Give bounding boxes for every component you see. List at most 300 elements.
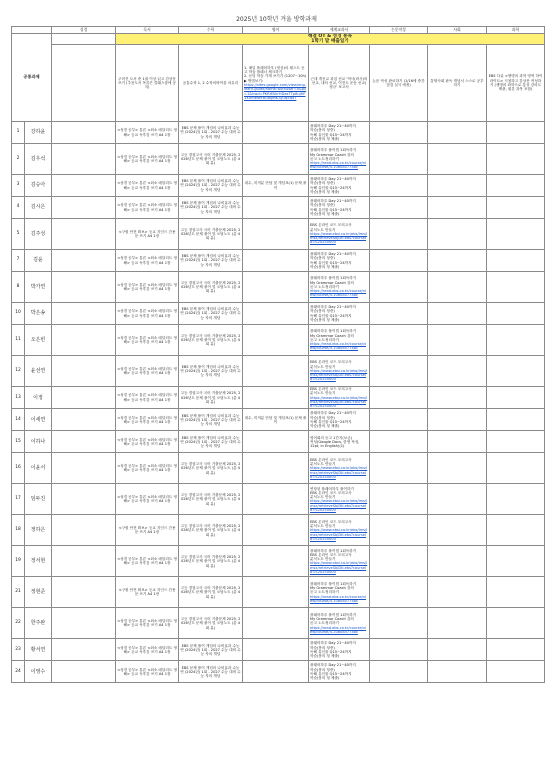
homework-line: 플래어하우 풀이법 1회독하기 xyxy=(310,581,357,586)
reading-cell: <성경 공부> 통론 <최소 메달리트 영해> 등교 독후감 쓰기 A4 1장 xyxy=(116,303,179,325)
homework-line: 독해 유인물 Q15~24까지 xyxy=(310,132,352,137)
homework-line: 학습(봄의 청 제출) xyxy=(310,264,340,269)
social-cell xyxy=(428,303,487,325)
social-cell xyxy=(428,431,487,453)
homework-cell xyxy=(309,453,370,484)
student-name: 김우석 xyxy=(25,144,52,175)
homework-link[interactable]: https://www.ebsi.co.kr/ebs/lms/lmsx/retrieveSbjDtl.ebs?courseId=S20250000 xyxy=(310,499,368,513)
social-cell xyxy=(428,272,487,303)
social-cell xyxy=(428,250,487,272)
row-number: 15 xyxy=(12,431,25,453)
reading-cell: <성경 공부> 통론 <최소 메달리트 영해> 등교 독후감 쓰기 A4 1장 xyxy=(116,356,179,387)
student-name: 윤선연 xyxy=(25,356,52,387)
math-cell: 고등 경험고사 국어 기출문제 2025, 2026년도 문제 풀이 및 오답노트 (총 4회 분) xyxy=(179,272,243,303)
english-cell xyxy=(243,219,309,250)
math-cell: EBS 문제 풀이 개념의 나비효과 수능 연 (2024년) 1회 - 2027 수능 대비 수능 자의 개념 xyxy=(179,639,243,661)
math-cell: EBS 문제 풀이 개념의 나비효과 수능 연 (2024년) 1회 - 2027 수능 대비 수능 자의 개념 xyxy=(179,661,243,683)
homework-cell xyxy=(309,387,370,409)
table-row xyxy=(12,639,545,661)
reading-cell: <성경 공부> 통론 <최소 메달리트 영해> 등교 독후감 쓰기 A4 1장 xyxy=(116,409,179,431)
paper-cell xyxy=(370,175,428,197)
bible-cell xyxy=(52,639,116,661)
science-cell xyxy=(487,387,545,409)
homework-line: 학습(봄의 청중) xyxy=(310,645,335,650)
bible-cell xyxy=(52,515,116,546)
common-task-label: 공통과제 xyxy=(12,34,52,122)
intro-science: EBS 다큐 <생명의 과학 영역 하이라이트> 시청하고 감상문 작성하기 (생명의 화학으로 통상 강의도 제출, 원본 과목 포함) xyxy=(487,45,545,122)
assignment-table xyxy=(11,26,545,683)
science-cell xyxy=(487,325,545,356)
homework-line: 학습(봄의 청 제출) xyxy=(310,211,340,216)
homework-line: 플래어하우 Day 21~40까지 xyxy=(310,663,356,668)
english-cell xyxy=(243,608,309,639)
math-cell: 고등 경험고사 국어 기출문제 2025, 2026년도 문제 풀이 및 오답노트 (총 4회 분) xyxy=(179,515,243,546)
student-name: 박가연 xyxy=(25,272,52,303)
student-name: 이영수 xyxy=(25,661,52,683)
math-cell: EBS 문제 풀이 개념의 나비효과 수능 연 (2024년) 1회 - 2027 수능 대비 수능 자의 개념 xyxy=(179,250,243,272)
bible-cell xyxy=(52,608,116,639)
social-cell xyxy=(428,546,487,577)
homework-line: 듣고 노트정리하기 xyxy=(310,337,339,342)
science-cell xyxy=(487,546,545,577)
english-cell xyxy=(243,661,309,683)
social-cell xyxy=(428,577,487,608)
paper-cell xyxy=(370,122,428,144)
homework-line: 분석노트 만들기 xyxy=(310,227,336,232)
homework-cell xyxy=(309,303,370,325)
bible-cell xyxy=(52,219,116,250)
homework-line: 플래어하우 풀이법 1회독하기 xyxy=(310,329,357,334)
english-cell xyxy=(243,431,309,453)
reading-cell: <성경 공부> 통론 <최소 메달리트 영해> 등교 독후감 쓰기 A4 1장 xyxy=(116,453,179,484)
table-row xyxy=(12,387,545,409)
homework-line: 학습(봄의 청 제출) xyxy=(310,136,340,141)
table-row xyxy=(12,484,545,515)
bible-cell xyxy=(52,122,116,144)
homework-line: 학습(봄의 청 제출) xyxy=(310,317,340,322)
document-title: 2025년 10학년 겨울 방학과제 xyxy=(236,16,317,23)
math-cell: 고등 경험고사 국어 기출문제 2025, 2026년도 문제 풀이 및 오답노트 (총 4회 분) xyxy=(179,577,243,608)
english-cell: 대수, 미적분 단답 및 개념표(1) 문제 풀이 xyxy=(243,409,309,431)
homework-line: 독해 유인물 Q15~24까지 xyxy=(310,419,352,424)
homework-cell xyxy=(309,546,370,577)
reading-cell: <성경 공부> 통론 <최소 메달리트 영해> 등교 독후감 쓰기 A4 1장 xyxy=(116,175,179,197)
intro-paper: 논문 작성 완료하기 (1/16에 중간 점검 실시 예정) xyxy=(370,45,428,122)
homework-line: EBS 온라인 코드 모의고사 xyxy=(310,360,352,365)
homework-cell xyxy=(309,608,370,639)
student-name: 김윤 xyxy=(25,250,52,272)
homework-line: 학습(봄의 청중) xyxy=(310,309,335,314)
social-cell xyxy=(428,144,487,175)
homework-line: 독해 유인물 Q15~24까지 xyxy=(310,313,352,318)
homework-line: 플래어하우 Day 21~40까지 xyxy=(310,176,356,181)
homework-line: My Grammar Coach 강의 xyxy=(310,586,354,591)
homework-line: EBS 온라인 코드 모의고사 xyxy=(310,223,352,228)
science-cell xyxy=(487,175,545,197)
science-cell xyxy=(487,639,545,661)
homework-line: 학습(봄의 청중) xyxy=(310,203,335,208)
reading-cell: <성경 공부> 통론 <최소 메달리트 영해> 등교 독후감 쓰기 A4 1장 xyxy=(116,325,179,356)
homework-line: 학습(봄의 청 제출) xyxy=(310,676,340,681)
social-cell xyxy=(428,387,487,409)
table-row xyxy=(12,661,545,683)
homework-line: 영어회의 듣고 1간지(보존) xyxy=(310,435,353,440)
english-cell xyxy=(243,356,309,387)
social-cell xyxy=(428,639,487,661)
bible-cell xyxy=(52,325,116,356)
homework-line: 학습(봄의 청 제출) xyxy=(310,189,340,194)
homework-cell xyxy=(309,325,370,356)
social-cell xyxy=(428,409,487,431)
homework-link[interactable]: https://www.ebsi.co.kr/ebs/lms/lmsx/retrieveSbjDtl.ebs?courseId=S20250000 xyxy=(310,368,368,382)
bible-cell xyxy=(52,661,116,683)
table-row xyxy=(12,175,545,197)
homework-line: 학습(봄의 청중) xyxy=(310,667,335,672)
table-row xyxy=(12,325,545,356)
intro-social: 통합사회 판독 개념서 스스로 공부하기 xyxy=(428,45,487,122)
math-cell: EBS 문제 풀이 개념의 나비효과 수능 연 (2024년) 1회 - 2027 수능 대비 수능 자의 개념 xyxy=(179,175,243,197)
banner-line: 1학기 말 배출일기 xyxy=(311,39,349,44)
paper-cell xyxy=(370,453,428,484)
intro-english xyxy=(243,45,309,122)
social-cell xyxy=(428,356,487,387)
math-cell: EBS 문제 풀이 개념의 나비효과 수능 연 (2024년) 1회 - 2027 수능 대비 수능 자의 개념 xyxy=(179,409,243,431)
reading-cell: <성경 공부> 통론 <최소 메달리트 영해> 등교 독후감 쓰기 A4 1장 xyxy=(116,661,179,683)
math-cell: 고등 경험고사 국어 기출문제 2025, 2026년도 문제 풀이 및 오답노트 (총 4회 분) xyxy=(179,546,243,577)
bible-cell xyxy=(52,453,116,484)
student-name: 정하은 xyxy=(25,515,52,546)
homework-cell xyxy=(309,197,370,219)
english-cell xyxy=(243,546,309,577)
table-row xyxy=(12,197,545,219)
banner-row xyxy=(12,34,545,45)
row-number: 2 xyxy=(12,144,25,175)
table-row xyxy=(12,515,545,546)
math-cell: 고등 경험고사 국어 기출문제 2025, 2026년도 문제 풀이 및 오답노트 (총 4회 분) xyxy=(179,453,243,484)
paper-cell xyxy=(370,431,428,453)
student-name: 한주완 xyxy=(25,608,52,639)
subject-header: 영어 xyxy=(243,27,309,34)
science-cell xyxy=(487,431,545,453)
homework-line: 분석노트 만들기 xyxy=(310,557,336,562)
row-number: 5 xyxy=(12,219,25,250)
homework-link[interactable]: https://www.ebsi.co.kr/ebs/lms/lmsx/retrieveSbjDtl.ebs?courseId=S20250000 xyxy=(310,231,368,245)
homework-line: 독해 유인물 Q15~24까지 xyxy=(310,185,352,190)
paper-cell xyxy=(370,608,428,639)
english-cell xyxy=(243,197,309,219)
homework-line: 플래어하우 Day 21~40까지 xyxy=(310,641,356,646)
bible-cell xyxy=(52,144,116,175)
math-cell: 고등 경험고사 국어 기출문제 2025, 2026년도 문제 풀이 및 오답노트 (총 4회 분) xyxy=(179,387,243,409)
homework-line: 듣고 노트정리하기 xyxy=(310,621,339,626)
header-blank xyxy=(12,27,52,34)
homework-line: 분석노트 만들기 xyxy=(310,364,336,369)
social-cell xyxy=(428,122,487,144)
student-name: 이정 xyxy=(25,387,52,409)
homework-line: 플래어하우 Day 21~40까지 xyxy=(310,251,356,256)
paper-cell xyxy=(370,219,428,250)
common-task-row xyxy=(12,45,545,122)
bible-cell xyxy=(52,272,116,303)
homework-cell xyxy=(309,409,370,431)
homework-cell xyxy=(309,122,370,144)
reading-cell: <성경 공부> 통론 <최소 메달리트 영해> 등교 독후감 쓰기 A4 1장 xyxy=(116,608,179,639)
table-row xyxy=(12,431,545,453)
science-cell xyxy=(487,303,545,325)
subject-header: 사회 xyxy=(428,27,487,34)
reading-cell: <성경 공부> 통론 <최소 메달리트 영해> 등교 독후감 쓰기 A4 1장 xyxy=(116,639,179,661)
student-name: 박은송 xyxy=(25,303,52,325)
paper-cell xyxy=(370,515,428,546)
paper-cell xyxy=(370,577,428,608)
homework-line: 플래어하우 Day 21~40까지 xyxy=(310,123,356,128)
student-name: 김승아 xyxy=(25,175,52,197)
homework-line: 학습(봄의 청중) xyxy=(310,415,335,420)
paper-cell xyxy=(370,387,428,409)
bible-cell xyxy=(52,546,116,577)
table-row xyxy=(12,144,545,175)
paper-cell xyxy=(370,546,428,577)
math-cell: EBS 문제 풀이 개념의 나비효과 수능 연 (2024년) 1회 - 2027 수능 대비 수능 자의 개념 xyxy=(179,431,243,453)
science-cell xyxy=(487,272,545,303)
subject-header: 성경 xyxy=(52,27,116,34)
row-number: 7 xyxy=(12,250,25,272)
english-cell xyxy=(243,250,309,272)
social-cell xyxy=(428,219,487,250)
homework-cell xyxy=(309,144,370,175)
homework-line: 플래어하우 풀이법 1회독하기 xyxy=(310,276,357,281)
homework-link[interactable]: https://read.ebs.co.kr/course/view/course/4-1080857748c xyxy=(310,625,366,634)
homework-line: My Grammar Coach 강의 xyxy=(310,280,354,285)
intro-math: 공통수학 1, 2 수학의바이블 마무리 xyxy=(179,45,243,122)
homework-cell xyxy=(309,175,370,197)
bible-cell xyxy=(52,197,116,219)
row-number: 24 xyxy=(12,661,25,683)
paper-cell xyxy=(370,661,428,683)
subject-header: 세계교과서 xyxy=(309,27,370,34)
table-row xyxy=(12,303,545,325)
intro-english-line: 2. 듣딩 학습 가계 쓰기기 (1207~10h) xyxy=(244,74,307,79)
science-cell xyxy=(487,122,545,144)
homework-line: 작성(Google Docs, 한영 작성, xyxy=(310,439,360,444)
english-cell xyxy=(243,639,309,661)
row-number: 18 xyxy=(12,515,25,546)
homework-line: 듣고 노트정리하기 xyxy=(310,284,339,289)
bible-cell xyxy=(52,577,116,608)
subject-header-row xyxy=(12,27,545,34)
student-name: 이윤서 xyxy=(25,453,52,484)
social-cell xyxy=(428,453,487,484)
paper-cell xyxy=(370,197,428,219)
social-cell xyxy=(428,197,487,219)
row-number: 1 xyxy=(12,122,25,144)
homework-line: EBS 온라인 코드 모의고사 xyxy=(310,387,352,391)
table-row xyxy=(12,546,545,577)
bible-cell xyxy=(52,409,116,431)
homework-link[interactable]: https://read.ebs.co.kr/course/view/course/4-1080857748c xyxy=(310,289,366,298)
reading-cell: <성경 공부> 통론 <최소 메달리트 영해> 등교 독후감 쓰기 A4 1장 xyxy=(116,250,179,272)
homework-line: 독해 유인물 Q15~24까지 xyxy=(310,207,352,212)
table-row xyxy=(12,453,545,484)
homework-line: 분석노트 만들기 xyxy=(310,391,336,396)
english-cell xyxy=(243,122,309,144)
bible-cell xyxy=(52,356,116,387)
english-cell xyxy=(243,303,309,325)
homework-cell xyxy=(309,431,370,453)
paper-cell xyxy=(370,303,428,325)
student-name: 이하나 xyxy=(25,431,52,453)
homework-cell xyxy=(309,219,370,250)
homework-line: My Grammar Coach 강의 xyxy=(310,152,354,157)
science-cell xyxy=(487,219,545,250)
row-number: 23 xyxy=(12,639,25,661)
reading-cell: <구원 안전 확보> 등교 지인으 간용문 쓰기 A4 1장 xyxy=(116,577,179,608)
homework-line: 플래어하우 Day 21~40까지 xyxy=(310,411,356,416)
intro-reading: 주어진 도서 중 1권 이상 읽고 감상문 쓰기 (추천도서 목록은 클래스룸에 공지) xyxy=(116,45,179,122)
student-name: 정현준 xyxy=(25,577,52,608)
social-cell xyxy=(428,175,487,197)
reading-cell: <성경 공부> 통론 <최소 메달리트 영해> 등교 독후감 쓰기 A4 1장 xyxy=(116,272,179,303)
english-cell xyxy=(243,577,309,608)
social-cell xyxy=(428,325,487,356)
social-cell xyxy=(428,484,487,515)
bible-cell xyxy=(52,387,116,409)
reading-cell: <구원 안전 확보> 등교 지인으 간용문 쓰기 A4 1장 xyxy=(116,515,179,546)
homework-line: 학습(봄의 청중) xyxy=(310,256,335,261)
row-number: 14 xyxy=(12,409,25,431)
intro-english-line: ▶ 방법보기: xyxy=(244,78,264,83)
paper-cell xyxy=(370,325,428,356)
math-cell: 고등 경험고사 국어 기출문제 2025, 2026년도 문제 풀이 및 오답노트 (총 4회 분) xyxy=(179,608,243,639)
homework-link[interactable]: https://www.ebsi.co.kr/ebs/lms/lmsx/retrieveSbjDtl.ebs?courseId=S20250000 xyxy=(310,395,368,409)
homework-line: EBS 온라인 코드 모의고사 xyxy=(310,552,352,557)
english-cell xyxy=(243,325,309,356)
row-number: 10 xyxy=(12,303,25,325)
paper-cell xyxy=(370,250,428,272)
math-cell: 고등 경험고사 국어 기출문제 2025, 2026년도 문제 풀이 및 오답노트 (총 4회 분) xyxy=(179,325,243,356)
homework-link[interactable]: https://read.ebs.co.kr/course/view/course/4-1080857748c xyxy=(310,594,366,603)
homework-line: 학습(봄의 청중) xyxy=(310,181,335,186)
row-number: 4 xyxy=(12,197,25,219)
reading-cell: <성경 공부> 통론 <최소 메달리트 영해> 등교 독후감 쓰기 A4 1장 xyxy=(116,546,179,577)
homework-link[interactable]: https://www.ebsi.co.kr/ebs/lms/lmsx/retrieveSbjDtl.ebs?courseId=S20250000 xyxy=(310,528,368,541)
table-row xyxy=(12,356,545,387)
homework-cell xyxy=(309,250,370,272)
homework-cell xyxy=(309,356,370,387)
bible-cell xyxy=(52,175,116,197)
row-number: 16 xyxy=(12,453,25,484)
row-number: 19 xyxy=(12,546,25,577)
table-row xyxy=(12,409,545,431)
homework-line: EBS 온라인 코드 모의고사 xyxy=(310,490,352,495)
homework-line: My Grammar Coach 강의 xyxy=(310,333,354,338)
reading-cell: <성경 공부> 통론 <최소 메달리트 영해> 등교 독후감 쓰기 A4 1장 xyxy=(116,484,179,515)
student-name: 황서연 xyxy=(25,639,52,661)
homework-line: 듣고 노트정리하기 xyxy=(310,590,339,595)
row-number: 17 xyxy=(12,484,25,515)
social-cell xyxy=(428,515,487,546)
math-cell: 고등 경험고사 국어 기출문제 2025, 2026년도 문제 풀이 및 오답노트 (총 4회 분) xyxy=(179,219,243,250)
homework-cell xyxy=(309,272,370,303)
science-cell xyxy=(487,250,545,272)
homework-cell xyxy=(309,577,370,608)
homework-line: 플래어하우 풀이법 1회독하기 xyxy=(310,148,357,153)
reading-cell: <성경 공부> 통론 <최소 메달리트 영해> 등교 독후감 쓰기 A4 1장 xyxy=(116,387,179,409)
row-number: 22 xyxy=(12,608,25,639)
table-row xyxy=(12,577,545,608)
math-cell: 고등 경험고사 국어 기출문제 2025, 2026년도 문제 풀이 및 오답노트 (총 4회 분) xyxy=(179,484,243,515)
science-cell xyxy=(487,144,545,175)
english-cell xyxy=(243,272,309,303)
subject-header: 논문작성 xyxy=(370,27,428,34)
student-name: 김주성 xyxy=(25,219,52,250)
science-cell xyxy=(487,661,545,683)
homework-line: 12pt, in English)(1) xyxy=(310,444,345,449)
bible-banner-blank xyxy=(52,34,116,45)
homework-line: 학습(봄의 청 제출) xyxy=(310,424,340,429)
paper-cell xyxy=(370,484,428,515)
homework-link[interactable]: https://www.ebsi.co.kr/ebs/lms/lmsx/retrieveSbjDtl.ebs?courseId=S20250000 xyxy=(310,561,368,575)
homework-line: 독해 유인물 Q15~24까지 xyxy=(310,260,352,265)
bible-cell xyxy=(52,484,116,515)
science-cell xyxy=(487,484,545,515)
math-cell: EBS 문제 풀이 개념의 나비효과 수능 연 (2024년) 1회 - 2027 수능 대비 수능 자의 개념 xyxy=(179,197,243,219)
row-number: 3 xyxy=(12,175,25,197)
homework-link[interactable]: https://read.ebs.co.kr/course/view/course/4-1080857748c xyxy=(310,161,366,170)
paper-cell xyxy=(370,272,428,303)
science-cell xyxy=(487,608,545,639)
science-cell xyxy=(487,409,545,431)
english-cell xyxy=(243,515,309,546)
intro-english-link[interactable]: https://sites.google.com/view/eng-learn-guide/home?authuser=0&pli=1&hwd=PKRHBUrHDzaTTp8uJHF1XXmelwFbG8gMK-SjGq5q4T xyxy=(244,83,307,100)
table-row xyxy=(12,272,545,303)
homework-cell xyxy=(309,661,370,683)
student-name: 오은빈 xyxy=(25,325,52,356)
science-cell xyxy=(487,197,545,219)
homework-cell xyxy=(309,484,370,515)
intro-world: 근대 개신교 과업 선교 '역사(력사)의 선교, 내의 선교, 이전도 운동 선교) 정규' 보고서 xyxy=(309,45,370,122)
english-cell xyxy=(243,387,309,409)
paper-cell xyxy=(370,144,428,175)
intro-bible xyxy=(52,45,116,122)
english-cell: 대수, 미적분 단답 및 개념표(1) 문제 풀이 xyxy=(243,175,309,197)
homework-line: My Grammar Coach 강의 xyxy=(310,617,354,622)
ot-banner xyxy=(116,34,545,45)
reading-cell: <성경 공부> 통론 <최소 메달리트 영해> 등교 독후감 쓰기 A4 1장 xyxy=(116,197,179,219)
homework-line: 분석노트 만들기 xyxy=(310,495,336,500)
homework-link[interactable]: https://read.ebs.co.kr/course/view/course/4-1080857748c xyxy=(310,342,366,351)
student-name: 강하윤 xyxy=(25,122,52,144)
subject-header: 독서 xyxy=(116,27,179,34)
paper-cell xyxy=(370,356,428,387)
homework-line: 독해 유인물 Q15~24까지 xyxy=(310,671,352,676)
science-cell xyxy=(487,453,545,484)
student-name: 김시은 xyxy=(25,197,52,219)
reading-cell: <성경 공부> 통론 <최소 메달리트 영해> 등교 독후감 쓰기 A4 1장 xyxy=(116,431,179,453)
banner-line: 해결 OT & 성경 통독 xyxy=(307,34,353,39)
homework-cell xyxy=(309,515,370,546)
subject-header: 수학 xyxy=(179,27,243,34)
homework-link[interactable]: https://www.ebsi.co.kr/ebs/lms/lmsx/retrieveSbjDtl.ebs?courseId=S20250000 xyxy=(310,466,368,479)
reading-cell: <구원 안전 확보> 등교 지인으 간용문 쓰기 A4 1장 xyxy=(116,219,179,250)
homework-line: 학습(봄의 청 제출) xyxy=(310,654,340,659)
english-cell xyxy=(243,453,309,484)
science-cell xyxy=(487,356,545,387)
row-number: 8 xyxy=(12,272,25,303)
reading-cell: <성경 공부> 통론 <최소 메달리트 영해> 등교 독후감 쓰기 A4 1장 xyxy=(116,122,179,144)
paper-cell xyxy=(370,639,428,661)
english-cell xyxy=(243,484,309,515)
